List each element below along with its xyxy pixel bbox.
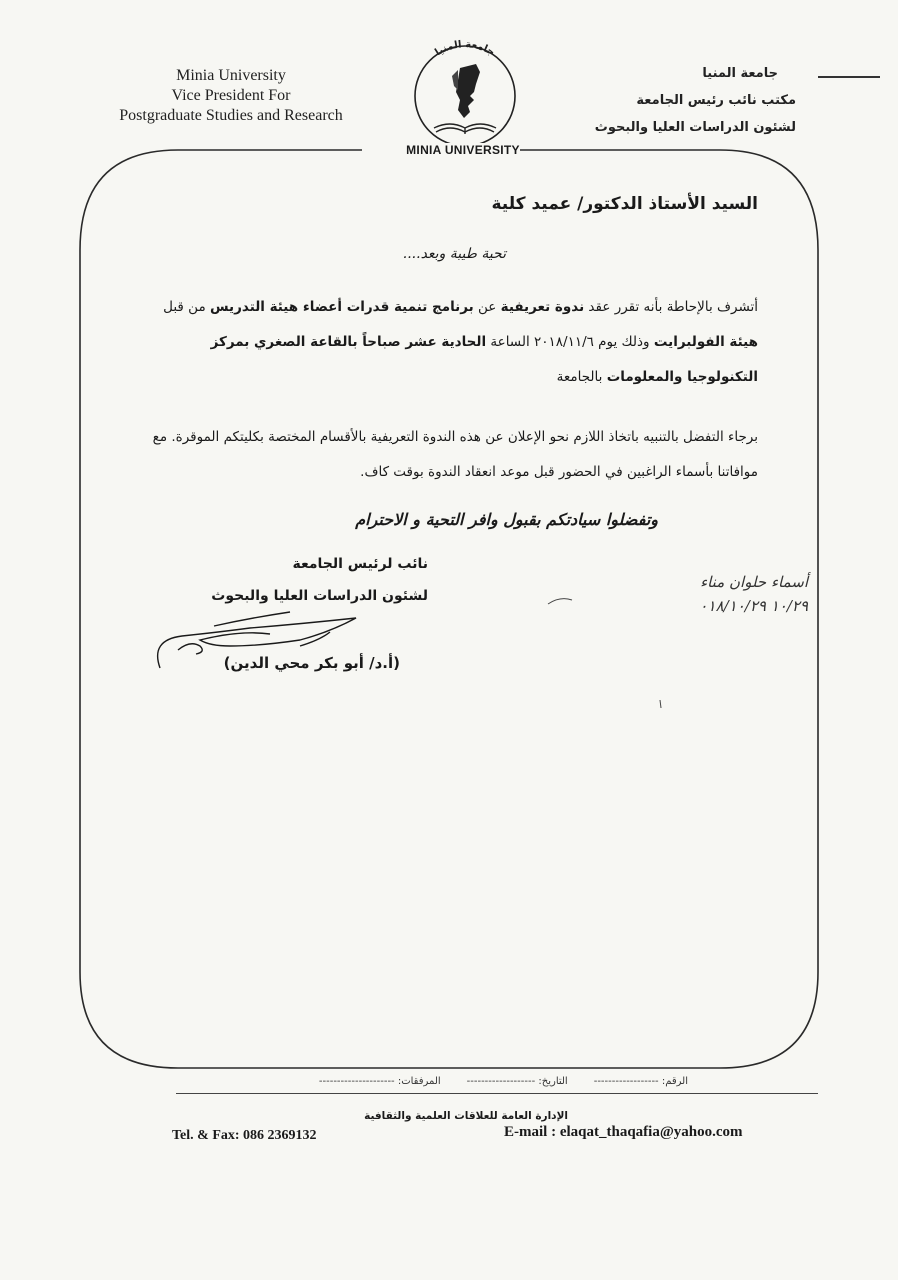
paragraph-text: بالجامعة (556, 369, 607, 385)
nefertiti-icon (452, 64, 480, 118)
logo-arabic-text: جامعة المنيا (433, 39, 497, 59)
paragraph-request: برجاء التفضل بالتنبيه باتخاذ اللازم نحو الإعلان عن هذه الندوة التعريفية بالأقسام المختصة بكليتكم الموقرة. مع موافاتنا بأسماء الراغبين في الحضور قبل موعد انعقاد الندوة بوقت كاف. (152, 429, 758, 480)
handwritten-note (508, 570, 808, 618)
english-header-line: Minia University (176, 67, 286, 84)
tel-fax: Tel. & Fax: 086 2369132 (172, 1128, 317, 1143)
arabic-header-line: لشئون الدراسات العليا والبحوث (594, 120, 796, 135)
paragraph-bold-text: الحادية عشر صباحاً بالقاعة الصغري بمركز التكنولوجيا والمعلومات (210, 334, 758, 385)
svg-text:جامعة المنيا (433, 39, 496, 58)
handwritten-note-line: ١٠/٢٩ ٠١٨/١٠/٢٩ (699, 597, 808, 615)
paragraph-bold-text: برنامج تنمية قدرات أعضاء هيئة التدريس (209, 299, 474, 315)
arabic-header-line: جامعة المنيا (702, 66, 778, 81)
english-header-line: Postgraduate Studies and Research (119, 107, 343, 124)
arabic-header (496, 60, 796, 141)
signature-title-line: لشئون الدراسات العليا والبحوث (211, 588, 428, 604)
email-address: E-mail : elaqat_thaqafia@yahoo.com (504, 1124, 743, 1140)
book-icon (434, 124, 496, 134)
english-header-line: Vice President For (171, 87, 291, 104)
paragraph-bold-text: ندوة تعريفية (500, 299, 585, 315)
date-field: التاريخ: ------------------- (466, 1076, 568, 1087)
signatory-name: (أ.د/ أبو بكر محي الدين) (223, 654, 400, 672)
paragraph-announcement (138, 290, 758, 395)
english-header (96, 66, 366, 126)
greeting: تحية طيبة وبعد.... (402, 246, 506, 262)
closing-line: وتفضلوا سيادتكم بقبول وافر التحية و الاحترام (355, 510, 658, 529)
signature-title (168, 548, 428, 612)
attachments-field: المرفقات: --------------------- (318, 1076, 441, 1087)
paragraph-text: أتشرف بالإحاطة بأنه تقرر عقد (584, 299, 758, 315)
addressee: السيد الأستاذ الدكتور/ عميد كلية (491, 194, 758, 214)
logo-caption: MINIA UNIVERSITY (406, 143, 520, 157)
handwritten-note-line: أسماء حلوان مناء (700, 573, 808, 591)
department-name: الإدارة العامة للعلاقات العلمية والثقافية (364, 1110, 568, 1122)
footer-fields (218, 1076, 688, 1087)
arabic-header-line: مكتب نائب رئيس الجامعة (636, 93, 796, 108)
number-field: الرقم: ------------------ (593, 1076, 688, 1087)
paragraph-bold-text: هيئة الفولبرايت (653, 334, 758, 350)
corner-mark (818, 76, 880, 78)
paragraph-text: من قبل (163, 299, 210, 315)
signature-title-line: نائب لرئيس الجامعة (292, 556, 428, 572)
paragraph-text: وذلك يوم ٢٠١٨/١١/٦ الساعة (486, 334, 654, 350)
footer-divider (176, 1093, 818, 1094)
paragraph-text: عن (473, 299, 501, 315)
